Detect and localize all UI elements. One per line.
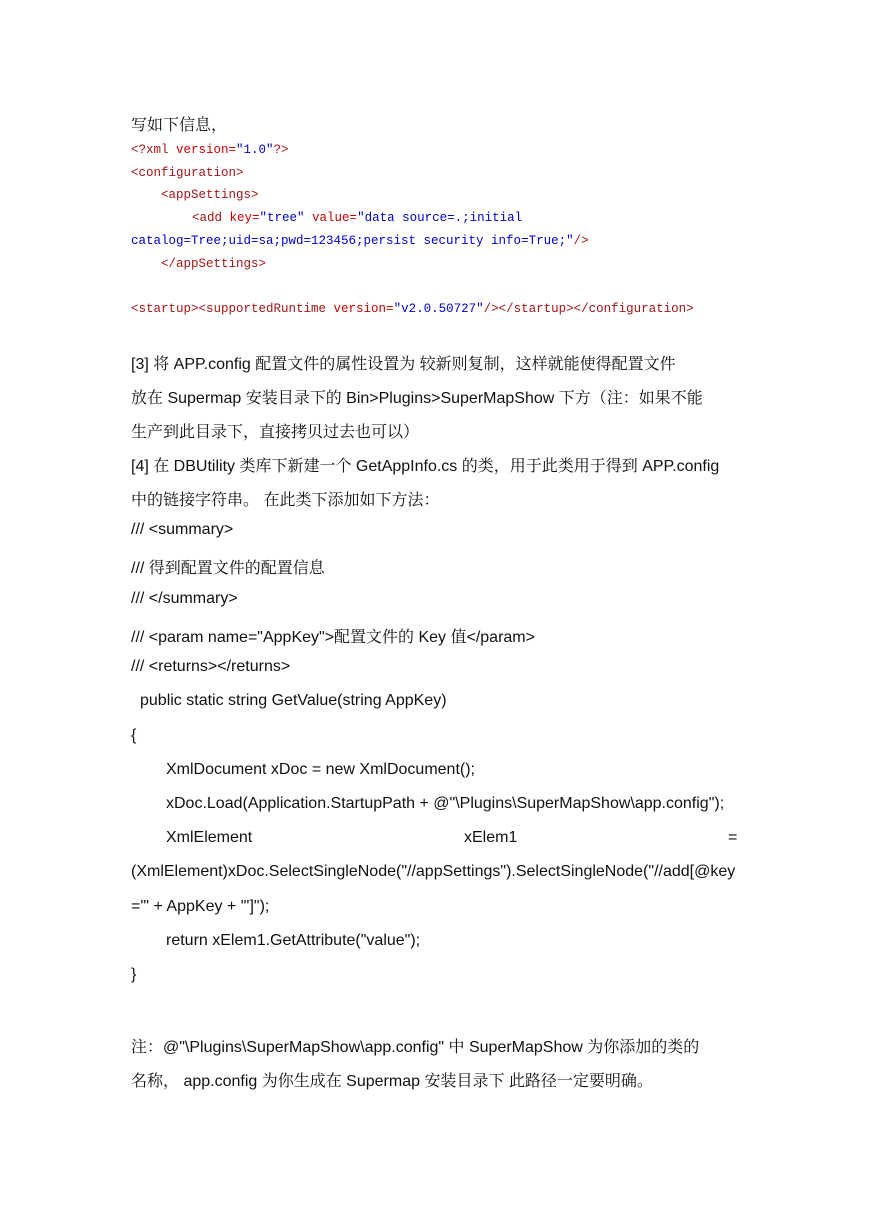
code-line: /// 得到配置文件的配置信息 bbox=[131, 560, 325, 577]
code-line: /// <returns></returns> bbox=[131, 658, 291, 675]
step3-line1: [3] 将 APP.config 配置文件的属性设置为 较新则复制，这样就能使得配置文件 bbox=[131, 356, 676, 373]
xml-tag: <startup><supportedRuntime bbox=[131, 302, 334, 316]
code-line: (XmlElement)xDoc.SelectSingleNode("//appSettings").SelectSingleNode("//add[@key bbox=[131, 863, 736, 880]
step3-line2: 放在 Supermap 安装目录下的 Bin>Plugins>SuperMapShow 下方（注：如果不能 bbox=[131, 390, 703, 407]
step4-line2: 中的链接字符串。 在此类下添加如下方法： bbox=[131, 492, 440, 509]
xml-appsettings-close: </appSettings> bbox=[161, 257, 267, 271]
code-line: /// </summary> bbox=[131, 590, 238, 607]
xml-tag: <?xml bbox=[131, 143, 177, 157]
note-line2: 名称， app.config 为你生成在 Supermap 安装目录下 此路径一定要明确。 bbox=[131, 1073, 653, 1090]
code-token: XmlElement bbox=[166, 829, 253, 846]
code-line: /// <summary> bbox=[131, 521, 234, 538]
code-token: xElem1 bbox=[464, 829, 518, 846]
step3-line3: 生产到此目录下，直接拷贝过去也可以） bbox=[131, 424, 420, 441]
xml-tag: /></startup></configuration> bbox=[483, 302, 694, 316]
code-line: ='" + AppKey + "']"); bbox=[131, 898, 270, 915]
code-line: public static string GetValue(string AppKey) bbox=[140, 692, 447, 709]
code-line: return xElem1.GetAttribute("value"); bbox=[166, 932, 421, 949]
code-line: xDoc.Load(Application.StartupPath + @"\Plugins\SuperMapShow\app.config"); bbox=[166, 795, 725, 812]
code-line: } bbox=[131, 966, 137, 983]
xml-tag: /> bbox=[573, 234, 589, 248]
xml-attr: version= bbox=[176, 143, 237, 157]
code-line: { bbox=[131, 727, 137, 744]
xml-attr: key= bbox=[229, 211, 260, 225]
code-line: /// <param name="AppKey">配置文件的 Key 值</param> bbox=[131, 629, 535, 646]
xml-value: "data source=.;initial bbox=[357, 211, 523, 225]
xml-appsettings-open: <appSettings> bbox=[161, 188, 259, 202]
xml-value: catalog=Tree;uid=sa;pwd=123456;persist security info=True;" bbox=[131, 234, 574, 248]
xml-add-element bbox=[192, 211, 522, 225]
xml-declaration bbox=[131, 143, 289, 157]
xml-configuration-open: <configuration> bbox=[131, 166, 244, 180]
intro-text: 写如下信息， bbox=[131, 117, 228, 134]
xml-add-element-cont bbox=[131, 234, 589, 248]
xml-value: "v2.0.50727" bbox=[393, 302, 484, 316]
xml-attr: value= bbox=[304, 211, 358, 225]
note-line1: 注：@"\Plugins\SuperMapShow\app.config" 中 SuperMapShow 为你添加的类的 bbox=[131, 1039, 700, 1056]
xml-tag: <add bbox=[192, 211, 230, 225]
xml-value: "1.0" bbox=[236, 143, 274, 157]
xml-value: "tree" bbox=[259, 211, 305, 225]
code-line: XmlDocument xDoc = new XmlDocument(); bbox=[166, 761, 475, 778]
code-token: = bbox=[728, 829, 738, 846]
step4-line1: [4] 在 DBUtility 类库下新建一个 GetAppInfo.cs 的类，用于此类用于得到 APP.config bbox=[131, 458, 720, 475]
xml-tag: ?> bbox=[273, 143, 289, 157]
xml-startup bbox=[131, 302, 694, 316]
xml-attr: version= bbox=[333, 302, 394, 316]
